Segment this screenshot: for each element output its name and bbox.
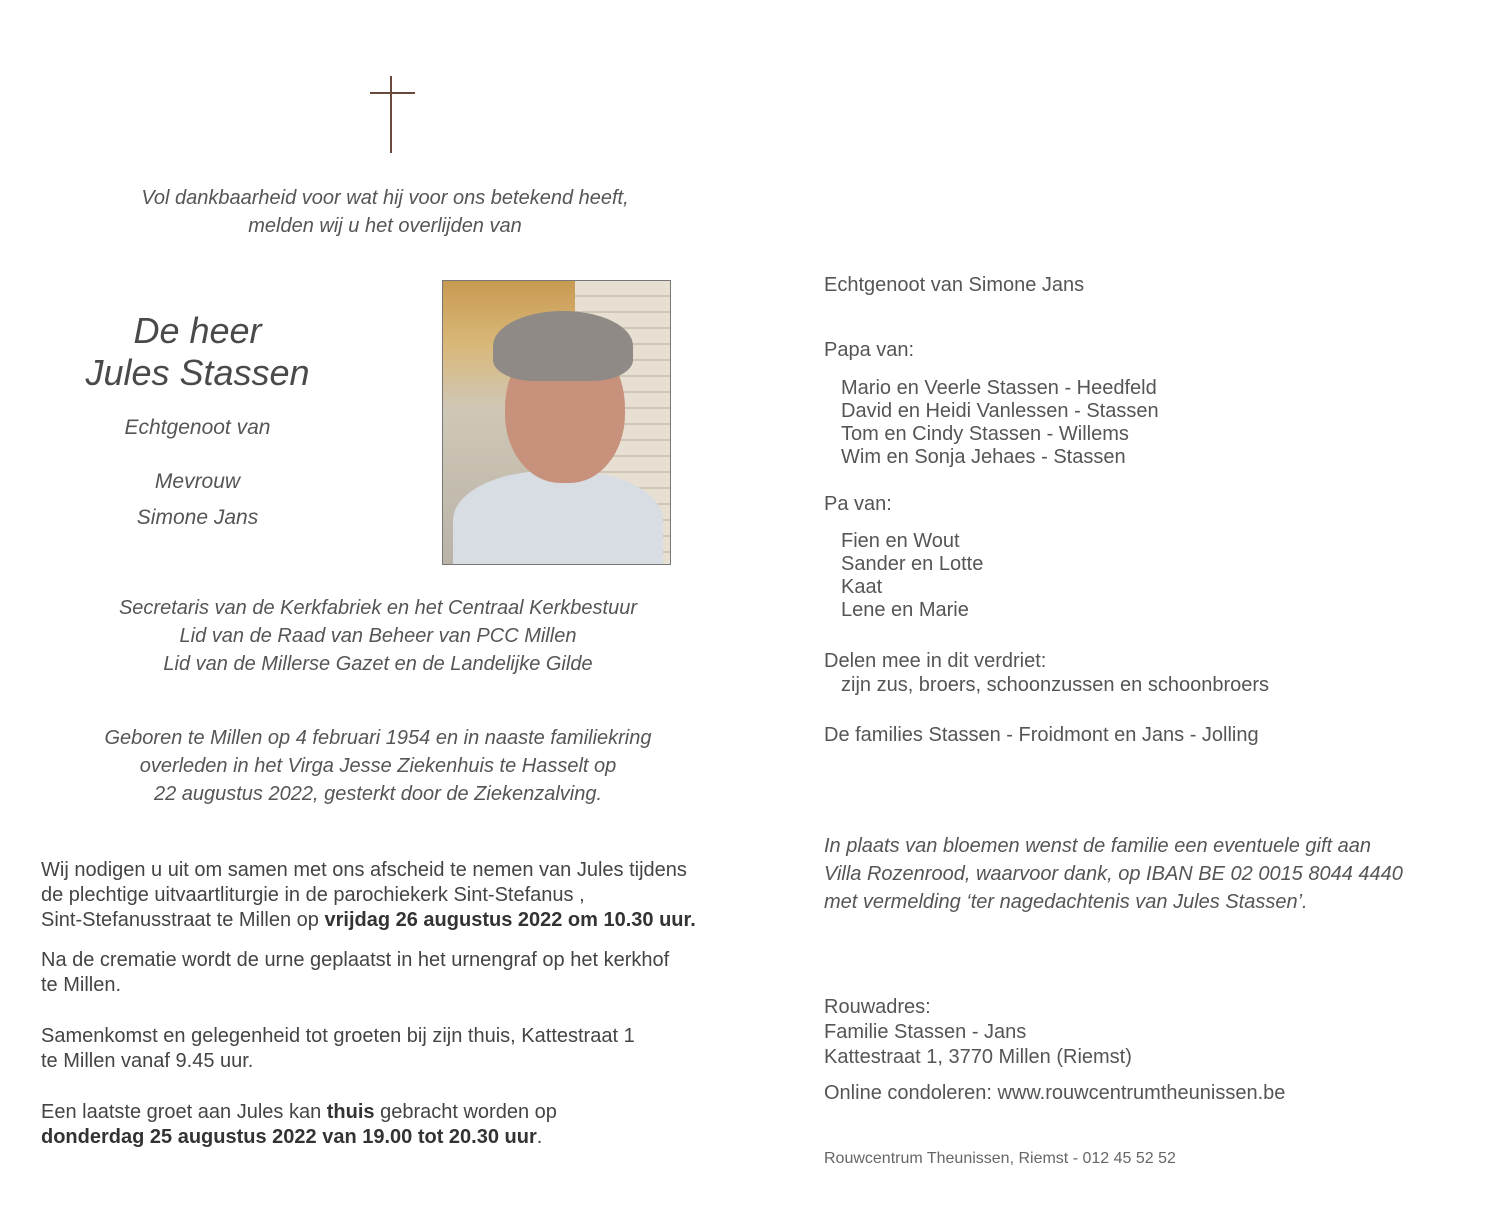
birth-death-text (78, 724, 678, 808)
families-line: De families Stassen - Froidmont en Jans - Jolling (824, 724, 1259, 746)
papa-label: Papa van: (824, 339, 915, 361)
birth-line: overleden in het Virga Jesse Ziekenhuis te Hasselt op (139, 755, 617, 777)
share-text: zijn zus, broers, schoonzussen en schoonbroers (841, 674, 1270, 696)
cremation-line: Na de crematie wordt de urne geplaatst in het urnengraf op het kerkhof (41, 949, 670, 971)
last-greeting-place: thuis (326, 1101, 375, 1123)
intro-line: melden wij u het overlijden van (248, 215, 522, 237)
deceased-name-block (60, 310, 335, 530)
roles-list (78, 594, 678, 678)
deceased-name: Jules Stassen (85, 352, 310, 393)
list-item: Tom en Cindy Stassen - Willems (841, 423, 1129, 445)
intro-text (100, 184, 670, 240)
role-line: Lid van de Raad van Beheer van PCC Millen (179, 625, 577, 647)
address-label: Rouwadres: (824, 996, 931, 1018)
list-item: Lene en Marie (841, 599, 969, 621)
birth-line: 22 augustus 2022, gesterkt door de Ziekenzalving. (153, 783, 603, 805)
invitation-line (41, 908, 761, 933)
address-line: Kattestraat 1, 3770 Millen (Riemst) (824, 1046, 1132, 1068)
deceased-title: De heer (133, 310, 262, 351)
donation-text (824, 832, 1464, 916)
online-condolence-link[interactable]: Online condoleren: www.rouwcentrumtheunissen.be (824, 1082, 1286, 1104)
last-greeting-paragraph (41, 1100, 761, 1150)
papa-list (824, 377, 1481, 469)
list-item: David en Heidi Vanlessen - Stassen (841, 400, 1159, 422)
gathering-line: Samenkomst en gelegenheid tot groeten bij zijn thuis, Kattestraat 1 (41, 1025, 635, 1047)
last-greeting-period: . (536, 1126, 543, 1148)
birth-line: Geboren te Millen op 4 februari 1954 en in naaste familiekring (104, 727, 652, 749)
address-line: Familie Stassen - Jans (824, 1021, 1027, 1043)
spouse-intro: Echtgenoot van (124, 416, 271, 439)
role-line: Secretaris van de Kerkfabriek en het Centraal Kerkbestuur (118, 597, 638, 619)
last-greeting-line (41, 1100, 761, 1125)
invitation-paragraph (41, 858, 761, 933)
donation-line: met vermelding ‘ter nagedachtenis van Jules Stassen’. (824, 891, 1308, 913)
intro-line: Vol dankbaarheid voor wat hij voor ons betekend heeft, (141, 187, 629, 209)
spouse-line: Echtgenoot van Simone Jans (824, 274, 1085, 296)
pa-list (824, 530, 1481, 622)
gathering-paragraph (41, 1024, 761, 1074)
last-greeting-text: gebracht worden op (374, 1101, 557, 1123)
invitation-line: de plechtige uitvaartliturgie in de parochiekerk Sint-Stefanus , (41, 884, 585, 906)
invitation-line: Wij nodigen u uit om samen met ons afscheid te nemen van Jules tijdens (41, 859, 687, 881)
invitation-text: Sint-Stefanusstraat te Millen op (41, 909, 325, 931)
portrait-photo (442, 280, 671, 565)
cremation-line: te Millen. (41, 974, 122, 996)
pa-label: Pa van: (824, 493, 892, 515)
funeral-datetime: vrijdag 26 augustus 2022 om 10.30 uur. (324, 909, 696, 931)
donation-line: Villa Rozenrood, waarvoor dank, op IBAN BE 02 0015 8044 4440 (824, 863, 1403, 885)
list-item: Mario en Veerle Stassen - Heedfeld (841, 377, 1157, 399)
last-greeting-datetime: donderdag 25 augustus 2022 van 19.00 tot 20.30 uur (41, 1126, 537, 1148)
list-item: Fien en Wout (841, 530, 960, 552)
donation-line: In plaats van bloemen wenst de familie een eventuele gift aan (824, 835, 1372, 857)
share-label: Delen mee in dit verdriet: (824, 650, 1047, 672)
spouse-name: Simone Jans (136, 506, 259, 529)
last-greeting-text: Een laatste groet aan Jules kan (41, 1101, 327, 1123)
role-line: Lid van de Millerse Gazet en de Landelijke Gilde (163, 653, 593, 675)
last-greeting-line (41, 1125, 761, 1150)
mourning-address (824, 995, 1464, 1070)
gathering-line: te Millen vanaf 9.45 uur. (41, 1050, 254, 1072)
list-item: Wim en Sonja Jehaes - Stassen (841, 446, 1126, 468)
cremation-paragraph (41, 948, 761, 998)
spouse-title: Mevrouw (154, 470, 241, 493)
list-item: Sander en Lotte (841, 553, 984, 575)
list-item: Kaat (841, 576, 883, 598)
funeral-home-footer: Rouwcentrum Theunissen, Riemst - 012 45 52 52 (824, 1150, 1176, 1167)
